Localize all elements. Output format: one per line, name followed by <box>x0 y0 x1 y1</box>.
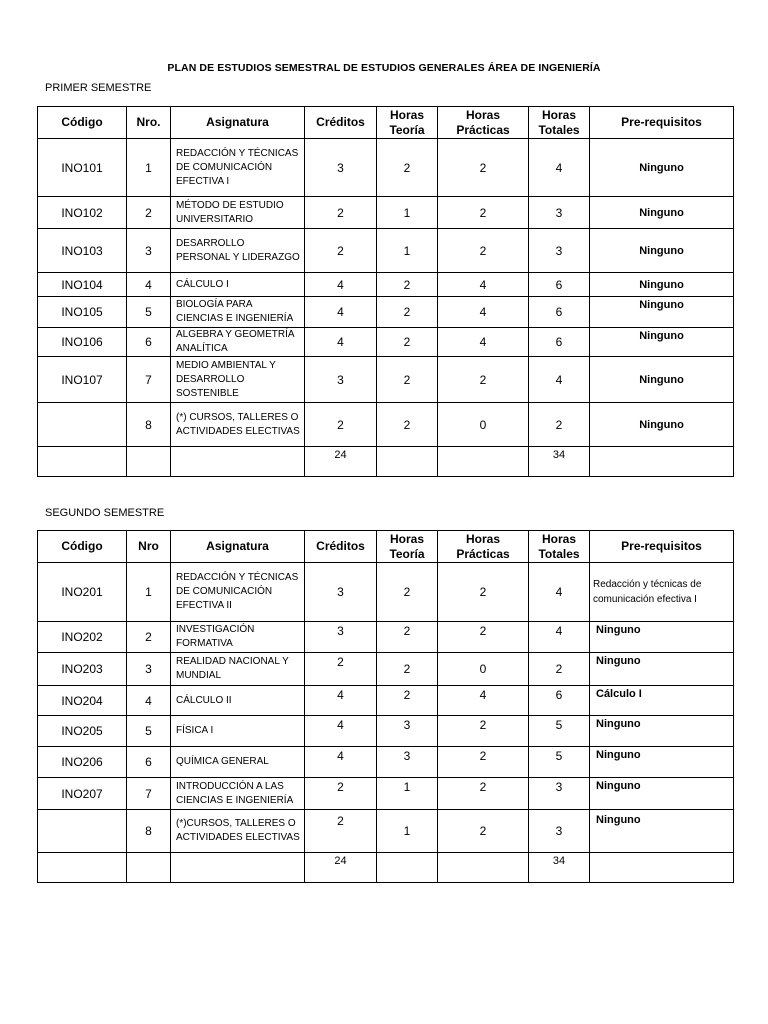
cell-nro: 7 <box>127 357 171 403</box>
cell-asignatura: DESARROLLO PERSONAL Y LIDERAZGO <box>171 229 305 273</box>
totals-row <box>38 853 734 883</box>
cell-asignatura: FÍSICA I <box>171 716 305 747</box>
cell-creditos: 4 <box>305 716 377 747</box>
cell-creditos: 2 <box>305 403 377 447</box>
cell-prerequisitos: Ninguno <box>590 747 734 778</box>
cell-nro: 8 <box>127 810 171 853</box>
col-header-creditos: Créditos <box>305 107 377 139</box>
cell-totales: 6 <box>529 273 590 297</box>
col-header-horas-teoria: Horas Teoría <box>377 107 438 139</box>
cell-teoria: 1 <box>377 229 438 273</box>
cell-creditos: 2 <box>305 229 377 273</box>
table-row <box>38 686 734 716</box>
table-header-row <box>38 531 734 563</box>
cell-practicas: 4 <box>438 686 529 716</box>
cell-codigo: INO101 <box>38 139 127 197</box>
cell-codigo: INO206 <box>38 747 127 778</box>
col-header-prerequisitos: Pre-requisitos <box>590 531 734 563</box>
cell-codigo: INO203 <box>38 653 127 686</box>
cell-practicas: 2 <box>438 810 529 853</box>
cell-asignatura: INVESTIGACIÓN FORMATIVA <box>171 622 305 653</box>
cell-prerequisitos: Ninguno <box>590 229 734 273</box>
cell-codigo: INO105 <box>38 297 127 328</box>
cell-codigo <box>38 403 127 447</box>
cell-practicas: 4 <box>438 297 529 328</box>
semester-2-table <box>37 530 734 883</box>
cell-empty <box>590 853 734 883</box>
totals-row <box>38 447 734 477</box>
cell-totales: 6 <box>529 686 590 716</box>
cell-creditos: 2 <box>305 653 377 686</box>
cell-empty <box>590 447 734 477</box>
table-header-row <box>38 107 734 139</box>
table-row <box>38 297 734 328</box>
cell-prerequisitos: Ninguno <box>590 273 734 297</box>
cell-asignatura: MÉTODO DE ESTUDIO UNIVERSITARIO <box>171 197 305 229</box>
cell-prerequisitos: Cálculo I <box>590 686 734 716</box>
cell-nro: 4 <box>127 686 171 716</box>
semester-2-label: SEGUNDO SEMESTRE <box>45 507 165 519</box>
cell-codigo: INO104 <box>38 273 127 297</box>
cell-creditos: 4 <box>305 273 377 297</box>
cell-practicas: 2 <box>438 716 529 747</box>
cell-prerequisitos: Ninguno <box>590 357 734 403</box>
total-creditos: 24 <box>305 853 377 883</box>
table-row <box>38 357 734 403</box>
cell-practicas: 2 <box>438 778 529 810</box>
cell-creditos: 4 <box>305 686 377 716</box>
cell-asignatura: CÁLCULO I <box>171 273 305 297</box>
table-row <box>38 747 734 778</box>
cell-teoria: 2 <box>377 297 438 328</box>
cell-totales: 4 <box>529 139 590 197</box>
cell-teoria: 2 <box>377 403 438 447</box>
cell-creditos: 2 <box>305 778 377 810</box>
document-title: PLAN DE ESTUDIOS SEMESTRAL DE ESTUDIOS GENERALES ÁREA DE INGENIERÍA <box>167 62 601 74</box>
cell-empty <box>38 853 127 883</box>
cell-teoria: 1 <box>377 778 438 810</box>
cell-nro: 7 <box>127 778 171 810</box>
col-header-horas-teoria: Horas Teoría <box>377 531 438 563</box>
cell-totales: 5 <box>529 716 590 747</box>
cell-teoria: 3 <box>377 747 438 778</box>
table-row <box>38 622 734 653</box>
col-header-horas-practicas: Horas Prácticas <box>438 107 529 139</box>
cell-nro: 6 <box>127 328 171 357</box>
cell-prerequisitos: Ninguno <box>590 653 734 686</box>
table-row <box>38 716 734 747</box>
semester-1-table <box>37 106 734 477</box>
cell-codigo: INO106 <box>38 328 127 357</box>
cell-codigo <box>38 810 127 853</box>
cell-prerequisitos: Ninguno <box>590 139 734 197</box>
cell-practicas: 2 <box>438 357 529 403</box>
cell-creditos: 2 <box>305 197 377 229</box>
cell-teoria: 2 <box>377 273 438 297</box>
col-header-nro: Nro <box>127 531 171 563</box>
cell-asignatura: CÁLCULO II <box>171 686 305 716</box>
col-header-asignatura: Asignatura <box>171 107 305 139</box>
cell-nro: 3 <box>127 653 171 686</box>
cell-asignatura: ALGEBRA Y GEOMETRÍA ANALÍTICA <box>171 328 305 357</box>
total-horas: 34 <box>529 853 590 883</box>
cell-teoria: 3 <box>377 716 438 747</box>
cell-nro: 2 <box>127 622 171 653</box>
cell-teoria: 2 <box>377 622 438 653</box>
col-header-horas-practicas: Horas Prácticas <box>438 531 529 563</box>
cell-prerequisitos: Ninguno <box>590 622 734 653</box>
cell-practicas: 2 <box>438 622 529 653</box>
cell-practicas: 2 <box>438 139 529 197</box>
cell-asignatura: REDACCIÓN Y TÉCNICAS DE COMUNICACIÓN EFECTIVA II <box>171 563 305 622</box>
cell-asignatura: QUÍMICA GENERAL <box>171 747 305 778</box>
cell-prerequisitos: Ninguno <box>590 778 734 810</box>
cell-teoria: 1 <box>377 197 438 229</box>
cell-practicas: 4 <box>438 273 529 297</box>
cell-prerequisitos: Ninguno <box>590 716 734 747</box>
col-header-creditos: Créditos <box>305 531 377 563</box>
cell-asignatura: REALIDAD NACIONAL Y MUNDIAL <box>171 653 305 686</box>
cell-nro: 8 <box>127 403 171 447</box>
table-row <box>38 810 734 853</box>
cell-nro: 1 <box>127 139 171 197</box>
cell-prerequisitos: Ninguno <box>590 403 734 447</box>
cell-codigo: INO207 <box>38 778 127 810</box>
cell-codigo: INO204 <box>38 686 127 716</box>
cell-teoria: 2 <box>377 686 438 716</box>
cell-totales: 3 <box>529 197 590 229</box>
cell-totales: 4 <box>529 357 590 403</box>
cell-totales: 4 <box>529 563 590 622</box>
cell-creditos: 3 <box>305 139 377 197</box>
cell-creditos: 4 <box>305 747 377 778</box>
total-horas: 34 <box>529 447 590 477</box>
cell-asignatura: (*)CURSOS, TALLERES O ACTIVIDADES ELECTIVAS <box>171 810 305 853</box>
table-row <box>38 563 734 622</box>
cell-totales: 4 <box>529 622 590 653</box>
table-row <box>38 328 734 357</box>
cell-nro: 4 <box>127 273 171 297</box>
cell-creditos: 4 <box>305 328 377 357</box>
cell-asignatura: (*) CURSOS, TALLERES O ACTIVIDADES ELECTIVAS <box>171 403 305 447</box>
table-row <box>38 778 734 810</box>
cell-empty <box>377 447 438 477</box>
col-header-codigo: Código <box>38 107 127 139</box>
cell-codigo: INO202 <box>38 622 127 653</box>
cell-practicas: 0 <box>438 403 529 447</box>
table-row <box>38 273 734 297</box>
cell-nro: 5 <box>127 297 171 328</box>
table-row <box>38 139 734 197</box>
cell-totales: 3 <box>529 778 590 810</box>
cell-teoria: 2 <box>377 653 438 686</box>
cell-empty <box>127 853 171 883</box>
cell-nro: 5 <box>127 716 171 747</box>
cell-prerequisitos: Redacción y técnicas de comunicación efectiva I <box>590 563 734 622</box>
cell-nro: 3 <box>127 229 171 273</box>
cell-prerequisitos: Ninguno <box>590 328 734 357</box>
cell-totales: 2 <box>529 653 590 686</box>
cell-practicas: 2 <box>438 229 529 273</box>
col-header-codigo: Código <box>38 531 127 563</box>
col-header-asignatura: Asignatura <box>171 531 305 563</box>
col-header-horas-totales: Horas Totales <box>529 107 590 139</box>
cell-nro: 2 <box>127 197 171 229</box>
cell-totales: 6 <box>529 297 590 328</box>
cell-nro: 1 <box>127 563 171 622</box>
cell-empty <box>438 853 529 883</box>
cell-asignatura: INTRODUCCIÓN A LAS CIENCIAS E INGENIERÍA <box>171 778 305 810</box>
col-header-horas-totales: Horas Totales <box>529 531 590 563</box>
col-header-nro: Nro. <box>127 107 171 139</box>
cell-creditos: 3 <box>305 563 377 622</box>
cell-teoria: 2 <box>377 563 438 622</box>
cell-asignatura: BIOLOGÍA PARA CIENCIAS E INGENIERÍA <box>171 297 305 328</box>
cell-totales: 3 <box>529 229 590 273</box>
cell-asignatura: MEDIO AMBIENTAL Y DESARROLLO SOSTENIBLE <box>171 357 305 403</box>
cell-creditos: 3 <box>305 357 377 403</box>
cell-creditos: 2 <box>305 810 377 853</box>
cell-prerequisitos: Ninguno <box>590 810 734 853</box>
cell-codigo: INO102 <box>38 197 127 229</box>
cell-empty <box>171 447 305 477</box>
col-header-prerequisitos: Pre-requisitos <box>590 107 734 139</box>
table-row <box>38 403 734 447</box>
cell-practicas: 2 <box>438 197 529 229</box>
cell-empty <box>171 853 305 883</box>
cell-practicas: 4 <box>438 328 529 357</box>
cell-codigo: INO205 <box>38 716 127 747</box>
cell-teoria: 2 <box>377 357 438 403</box>
cell-asignatura: REDACCIÓN Y TÉCNICAS DE COMUNICACIÓN EFECTIVA I <box>171 139 305 197</box>
cell-totales: 5 <box>529 747 590 778</box>
cell-totales: 6 <box>529 328 590 357</box>
cell-codigo: INO103 <box>38 229 127 273</box>
cell-practicas: 0 <box>438 653 529 686</box>
cell-prerequisitos: Ninguno <box>590 197 734 229</box>
cell-codigo: INO107 <box>38 357 127 403</box>
cell-totales: 3 <box>529 810 590 853</box>
cell-teoria: 1 <box>377 810 438 853</box>
cell-creditos: 4 <box>305 297 377 328</box>
cell-nro: 6 <box>127 747 171 778</box>
cell-prerequisitos: Ninguno <box>590 297 734 328</box>
cell-creditos: 3 <box>305 622 377 653</box>
cell-teoria: 2 <box>377 328 438 357</box>
cell-empty <box>127 447 171 477</box>
cell-teoria: 2 <box>377 139 438 197</box>
cell-empty <box>38 447 127 477</box>
table-row <box>38 229 734 273</box>
total-creditos: 24 <box>305 447 377 477</box>
cell-practicas: 2 <box>438 563 529 622</box>
cell-empty <box>438 447 529 477</box>
semester-1-label: PRIMER SEMESTRE <box>45 82 152 94</box>
cell-totales: 2 <box>529 403 590 447</box>
cell-empty <box>377 853 438 883</box>
table-row <box>38 653 734 686</box>
table-row <box>38 197 734 229</box>
cell-practicas: 2 <box>438 747 529 778</box>
cell-codigo: INO201 <box>38 563 127 622</box>
